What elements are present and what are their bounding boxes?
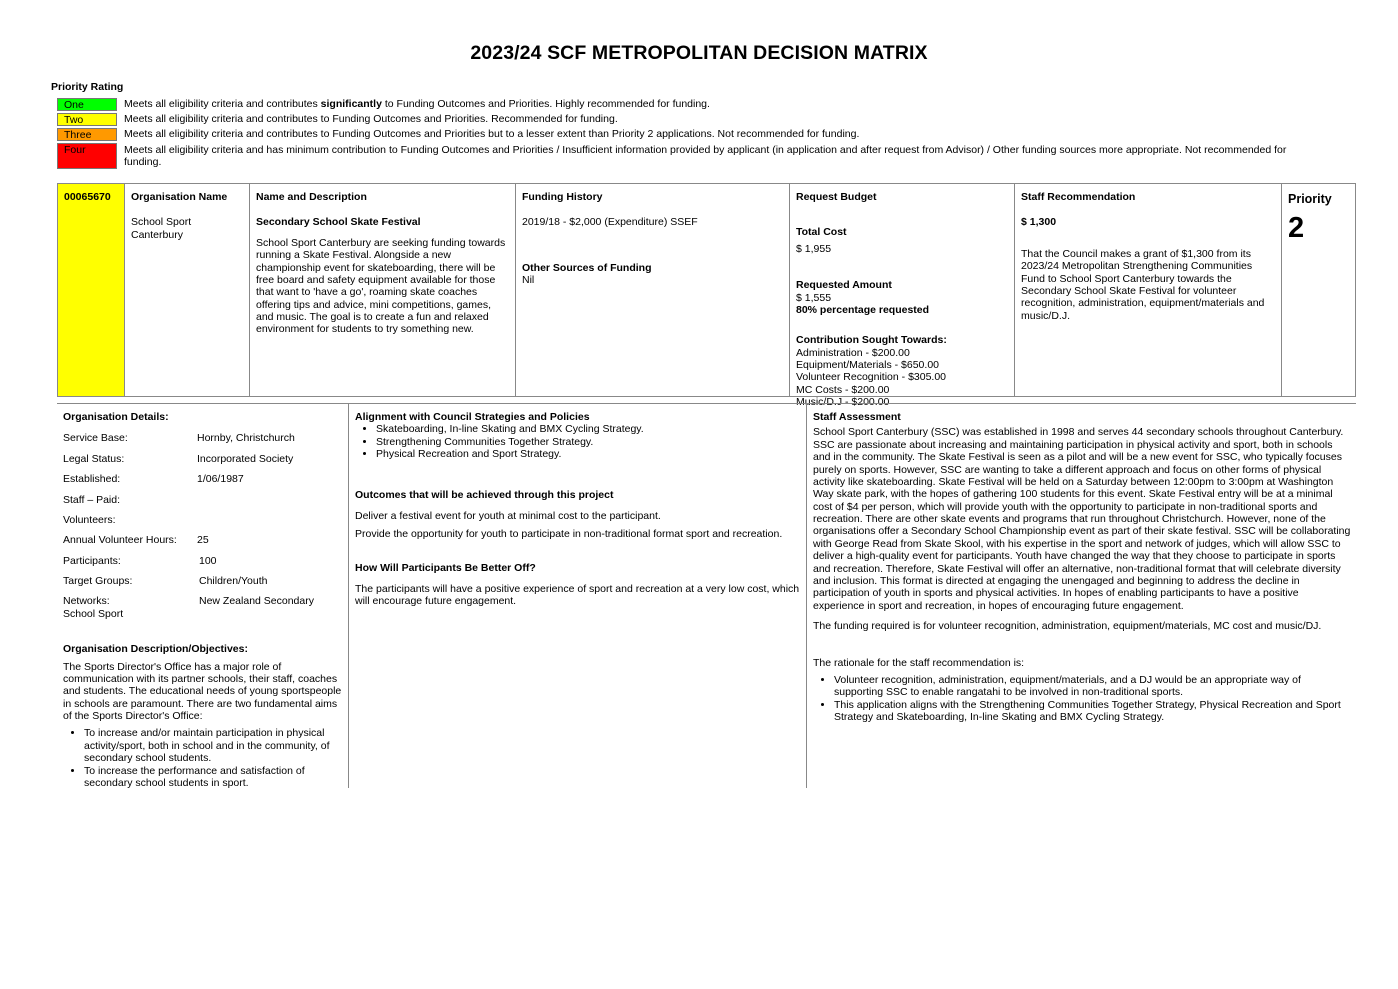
organisation-details-heading: Organisation Details: [63, 411, 169, 423]
priority-row-two [57, 113, 1304, 126]
detail-row-staff-paid: Staff – Paid: [63, 493, 121, 506]
list-item: • Strengthening Communities Together Strategy. [376, 436, 800, 448]
list-item: • Volunteer recognition, administration, equipment/materials, and a DJ would be an appropriate way of supporting SSC to enable rangatahi to be involved in non-traditional sports. [834, 674, 1351, 699]
list-item: • To increase and/or maintain participation in physical activity/sport, both in school and in the community, of secondary school students. [84, 727, 343, 764]
staff-recommendation-cell [1015, 184, 1282, 396]
description-cell [250, 184, 516, 396]
priority-row-three [57, 128, 1304, 141]
requested-amount-value: $ 1,555 [796, 291, 832, 304]
application-id-cell [58, 184, 125, 396]
contribution-item: Volunteer Recognition - $305.00 [796, 371, 947, 384]
list-item: • This application aligns with the Strengthening Communities Together Strategy, Physical Recreation and Sport Strategy and Skateboarding, In-line Skating and BMX Cycling Strategy. [834, 699, 1351, 724]
staff-assessment-heading: Staff Assessment [813, 411, 901, 423]
alignment-panel [355, 411, 800, 608]
list-item: • Skateboarding, In-line Skating and BMX Cycling Strategy. [376, 423, 800, 435]
application-matrix [57, 183, 1356, 409]
organisation-details-panel [63, 411, 343, 789]
detail-row-legal-status: Legal Status: Incorporated Society [63, 452, 294, 465]
priority-value: 2 [1288, 211, 1305, 244]
project-description: School Sport Canterbury are seeking funding towards running a Skate Festival. Alongside a new championship event for skateboarding, there will be free board and safety equipment available for those that want to 'have a go', roaming skate coaches offering tips and advice, mini competitions, games, and music. The goal is to create a fun and relaxed environment for students to try something new. [256, 236, 506, 336]
project-name: Secondary School Skate Festival [256, 216, 421, 229]
rationale-intro: The rationale for the staff recommendation is: [813, 657, 1025, 670]
priority-desc-two: Meets all eligibility criteria and contributes to Funding Outcomes and Priorities. Recommended for funding. [124, 113, 618, 125]
better-off-heading: How Will Participants Be Better Off? [355, 561, 536, 574]
funding-required-text: The funding required is for volunteer recognition, administration, equipment/materials, MC cost and music/DJ. [813, 620, 1322, 632]
application-id: 00065670 [64, 191, 111, 203]
list-item: • Physical Recreation and Sport Strategy. [376, 448, 800, 460]
outcome-item: Deliver a festival event for youth at minimal cost to the participant. [355, 509, 661, 522]
staff-recommendation-header: Staff Recommendation [1021, 191, 1136, 203]
organisation-description-text: The Sports Director's Office has a major role of communication with its partner schools, their staff, coaches and students. The educational needs of young sportspeople in schools are paramount. There are two fundamental aims of the Sports Director's Office: [63, 660, 342, 722]
contribution-item: MC Costs - $200.00 [796, 383, 890, 396]
alignment-list [355, 423, 800, 460]
other-sources-header: Other Sources of Funding [522, 261, 652, 274]
priority-desc-four: Meets all eligibility criteria and has minimum contribution to Funding Outcomes and Priorities / Insufficient information provided by applicant (in application and after request from Advisor) / Other funding sources more appropriate. Not recommended for funding. [124, 144, 1287, 169]
staff-recommendation-amount: $ 1,300 [1021, 216, 1057, 229]
priority-desc-one: Meets all eligibility criteria and contributes significantly to Funding Outcomes and Priorities. Highly recommended for funding. [124, 98, 710, 110]
priority-desc-three: Meets all eligibility criteria and contributes to Funding Outcomes and Priorities but to a lesser extent than Priority 2 applications. Not recommended for funding. [124, 128, 860, 140]
rationale-list [813, 674, 1351, 724]
organisation-name: School Sport Canterbury [131, 216, 192, 241]
staff-assessment-text: School Sport Canterbury (SSC) was established in 1998 and serves 44 secondary schools throughout Canterbury. SSC are passionate about increasing and maintaining participation in physical activity and sport, both in schools and in the community. The Skate Festival is seen as a pilot and will be a new event for SSC, who typically focuses purely on sports. However, SSC are wanting to take a different approach and focus on other forms of physical activity like skateboarding. Skate Festival will be held on a Saturday between 12:00pm to 3:00pm at Washington Way skate park, with the hopes of gathering 100 students for this event. Skate Festival entry will be at a minimal cost of $4 per person, which will provide youth with the opportunity to participate in non-traditional sports and recreation. There are other skate events and programs that run throughout Christchurch. However, none of the organisations offer a Secondary School Championship event as part of their skate festival. SSC will be collaborating with George Read from Skate Skool, with his expertise in the sport and network of judges, which will allow SSC to deliver a high-quality event for participants. Youth have changed the way that they choose to participate in sports and recreation. Therefore, Skate Festival will offer an alternative, non-traditional format that will celebrate diversity and inclusion. This format is directed at engaging the unengaged and beginning to address the decline in participation of youth in sports and physical activities. In hopes of enabling participants to have a positive experience in sport and recreation, in hopes of encouraging future engagement. [813, 426, 1351, 612]
request-budget-cell [790, 184, 1015, 409]
request-budget-header: Request Budget [796, 191, 877, 203]
detail-row-target-groups: Target Groups: Children/Youth [63, 575, 268, 587]
contribution-item: Administration - $200.00 [796, 346, 910, 359]
alignment-heading: Alignment with Council Strategies and Policies [355, 411, 590, 423]
priority-cell [1282, 184, 1355, 396]
priority-row-one [57, 98, 1304, 111]
total-cost-label: Total Cost [796, 226, 847, 239]
column-divider [806, 404, 807, 788]
organisation-cell [125, 184, 250, 396]
detail-row-volunteers: Volunteers: [63, 513, 116, 526]
funding-history-cell [516, 184, 790, 396]
priority-swatch-one: One [57, 98, 117, 111]
detail-row-service-base: Service Base: Hornby, Christchurch [63, 432, 295, 445]
page-title: 2023/24 SCF METROPOLITAN DECISION MATRIX [470, 42, 928, 64]
priority-swatch-four: Four [57, 143, 117, 169]
better-off-text: The participants will have a positive experience of sport and recreation at a very low cost, which will encourage future engagement. [355, 583, 800, 608]
organisation-description-heading: Organisation Description/Objectives: [63, 643, 248, 656]
contribution-item: Equipment/Materials - $650.00 [796, 359, 939, 371]
funding-history-header: Funding History [522, 191, 603, 203]
total-cost-value: $ 1,955 [796, 242, 832, 255]
priority-rating-heading: Priority Rating [51, 81, 124, 93]
detail-row-volunteer-hours: Annual Volunteer Hours: 25 [63, 534, 209, 547]
outcome-item: Provide the opportunity for youth to participate in non-traditional format sport and recreation. [355, 528, 783, 541]
priority-swatch-two: Two [57, 113, 117, 126]
networks-continued: School Sport [63, 607, 124, 620]
priority-row-four [57, 143, 1304, 169]
list-item: • To increase the performance and satisfaction of secondary school students in sport. [84, 765, 343, 790]
detail-row-established: Established: 1/06/1987 [63, 473, 244, 486]
priority-swatch-three: Three [57, 128, 117, 141]
other-sources-value: Nil [522, 274, 535, 287]
name-description-header: Name and Description [256, 191, 367, 203]
organisation-name-header: Organisation Name [131, 191, 228, 203]
organisation-aims-list [63, 727, 343, 789]
section-divider [57, 403, 1356, 404]
contribution-label: Contribution Sought Towards: [796, 334, 947, 347]
column-divider [348, 404, 349, 788]
detail-row-networks: Networks: New Zealand Secondary [63, 595, 314, 608]
requested-amount-label: Requested Amount [796, 279, 892, 292]
staff-recommendation-text: That the Council makes a grant of $1,300 from its 2023/24 Metropolitan Strengthening Communities Fund to School Sport Canterbury towards the Secondary School Skate Festival for volunteer recognition, administration, equipment/materials and music/D.J. [1021, 247, 1265, 322]
staff-assessment-panel [813, 411, 1351, 723]
funding-history-value: 2019/18 - $2,000 (Expenditure) SSEF [522, 216, 698, 229]
percentage-requested: 80% percentage requested [796, 303, 930, 316]
outcomes-heading: Outcomes that will be achieved through this project [355, 488, 614, 501]
detail-row-participants: Participants: 100 [63, 554, 217, 567]
contribution-item: Music/D.J - $200.00 [796, 396, 890, 409]
priority-header: Priority [1288, 192, 1332, 206]
